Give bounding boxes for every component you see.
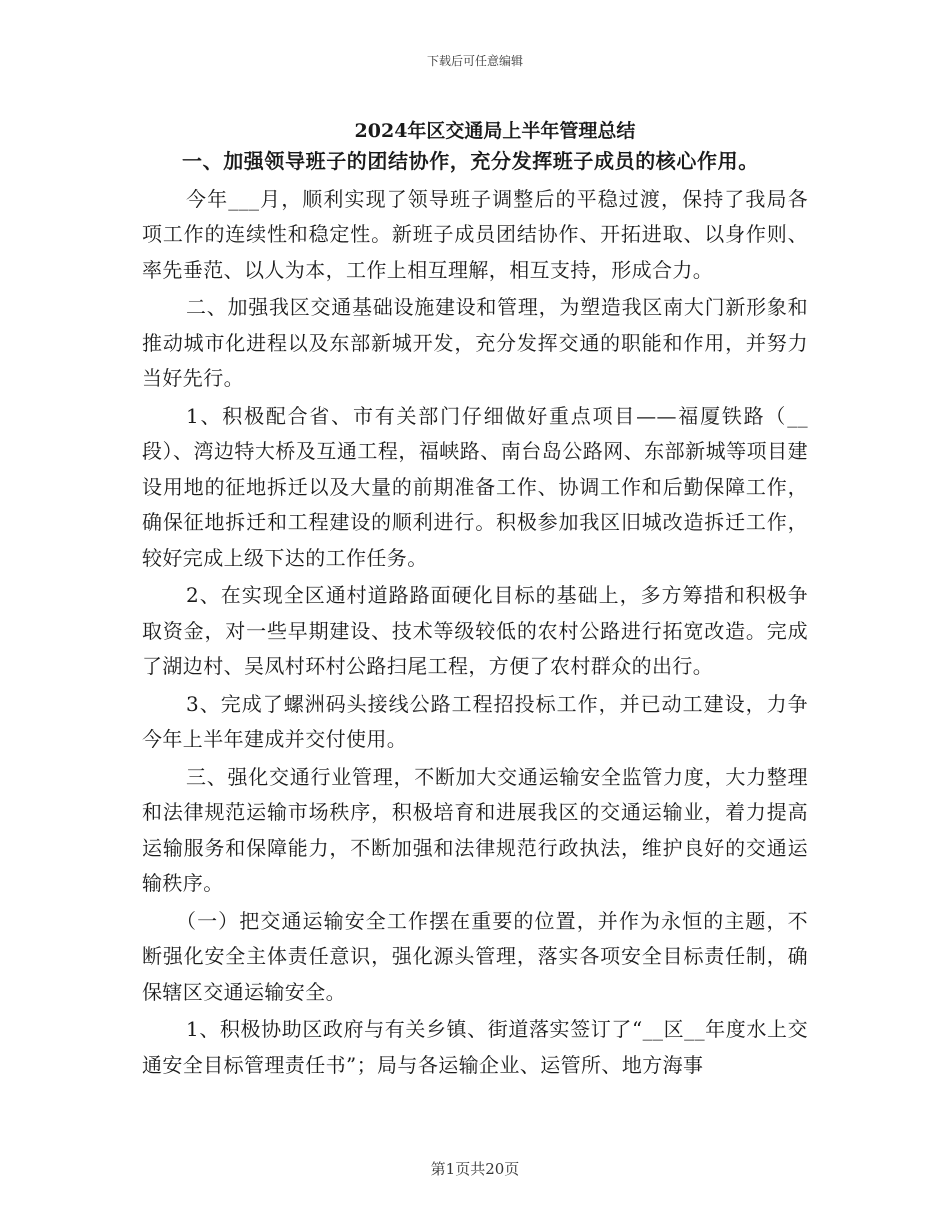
page-number: 第1页共20页 bbox=[430, 1160, 520, 1178]
paragraph: 3、完成了螺洲码头接线公路工程招投标工作，并已动工建设，力争今年上半年建成并交付使用。 bbox=[142, 691, 808, 751]
subsection-paragraph: （一）把交通运输安全工作摆在重要的位置，并作为永恒的主题，不断强化安全主体责任意识，强化源头管理，落实各项安全目标责任制，确保辖区交通运输安全。 bbox=[142, 908, 808, 1004]
paragraph: 2、在实现全区通村道路路面硬化目标的基础上，多方筹措和积极争取资金，对一些早期建设、技术等级较低的农村公路进行拓宽改造。完成了湖边村、吴凤村环村公路扫尾工程，方便了农村群众的出行。 bbox=[142, 583, 808, 678]
document-body bbox=[142, 144, 808, 1085]
paragraph: 今年___月，顺利实现了领导班子调整后的平稳过渡，保持了我局各项工作的连续性和稳定性。新班子成员团结协作、开拓进取、以身作则、率先垂范、以人为本，工作上相互理解，相互支持，形成合力。 bbox=[142, 186, 808, 282]
section-heading-1: 一、加强领导班子的团结协作，充分发挥班子成员的核心作用。 bbox=[182, 149, 759, 173]
document-title: 2024年区交通局上半年管理总结 bbox=[354, 120, 636, 142]
paragraph: 1、积极协助区政府与有关乡镇、街道落实签订了“__区__年度水上交通安全目标管理责任书”；局与各运输企业、运管所、地方海事 bbox=[142, 1017, 808, 1077]
section-heading-3: 三、强化交通行业管理，不断加大交通运输安全监管力度，大力整理和法律规范运输市场秩序，积极培育和进展我区的交通运输业，着力提高运输服务和保障能力，不断加强和法律规范行政执法，维护良好的交通运输秩序。 bbox=[142, 764, 808, 895]
section-heading-2: 二、加强我区交通基础设施建设和管理，为塑造我区南大门新形象和推动城市化进程以及东部新城开发，充分发挥交通的职能和作用，并努力当好先行。 bbox=[142, 295, 808, 390]
page-header-note: 下载后可任意编辑 bbox=[426, 54, 523, 68]
paragraph: 1、积极配合省、市有关部门仔细做好重点项目——福厦铁路（__段）、湾边特大桥及互通工程，福峡路、南台岛公路网、东部新城等项目建设用地的征地拆迁以及大量的前期准备工作、协调工作和后勤保障工作，确保征地拆迁和工程建设的顺利进行。积极参加我区旧城改造拆迁工作，较好完成上级下达的工作任务。 bbox=[142, 403, 808, 570]
